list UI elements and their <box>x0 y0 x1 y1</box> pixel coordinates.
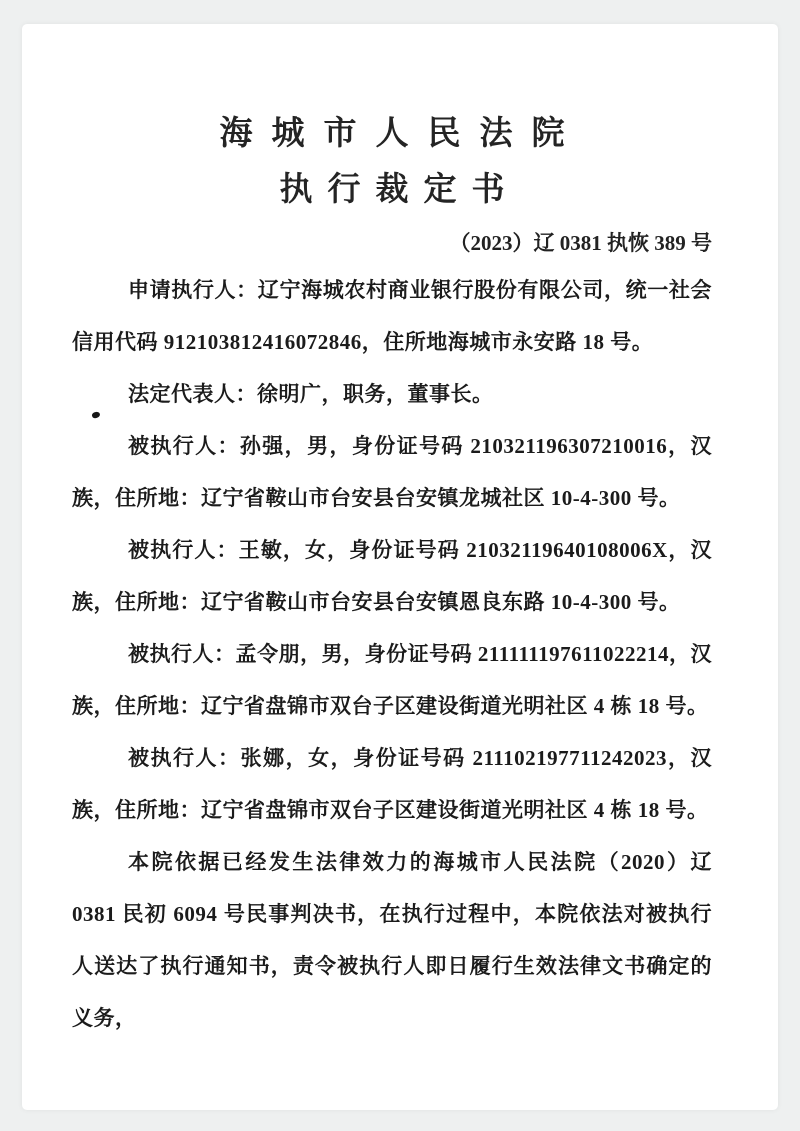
court-name-title: 海城市人民法院 <box>219 116 584 152</box>
document-page <box>22 24 778 1110</box>
respondent-3-paragraph: 被执行人：孟令朋，男，身份证号码 211111197611022214，汉族，住所地：辽宁省盘锦市双台子区建设街道光明社区 4 栋 18 号。 <box>72 642 712 718</box>
legal-representative-paragraph: 法定代表人：徐明广，职务，董事长。 <box>128 382 494 406</box>
ruling-basis-paragraph: 本院依据已经发生法律效力的海城市人民法院（2020）辽 0381 民初 6094 号民事判决书，在执行过程中，本院依法对被执行人送达了执行通知书，责令被执行人即日履行生效法律文书确定的义务， <box>72 850 712 1030</box>
document-content <box>22 24 778 1044</box>
respondent-1-paragraph: 被执行人：孙强，男，身份证号码 210321196307210016，汉族，住所地：辽宁省鞍山市台安县台安镇龙城社区 10-4-300 号。 <box>72 434 712 510</box>
applicant-paragraph: 申请执行人：辽宁海城农村商业银行股份有限公司，统一社会信用代码 912103812416072846，住所地海城市永安路 18 号。 <box>72 278 712 354</box>
document-body <box>72 264 712 1044</box>
case-number: （2023）辽 0381 执恢 389 号 <box>449 231 712 255</box>
respondent-4-paragraph: 被执行人：张娜，女，身份证号码 211102197711242023，汉族，住所地：辽宁省盘锦市双台子区建设街道光明社区 4 栋 18 号。 <box>72 746 712 822</box>
respondent-2-paragraph: 被执行人：王敏，女，身份证号码 21032119640108006X，汉族，住所地：辽宁省鞍山市台安县台安镇恩良东路 10-4-300 号。 <box>72 538 712 614</box>
document-type-title: 执行裁定书 <box>279 172 520 208</box>
